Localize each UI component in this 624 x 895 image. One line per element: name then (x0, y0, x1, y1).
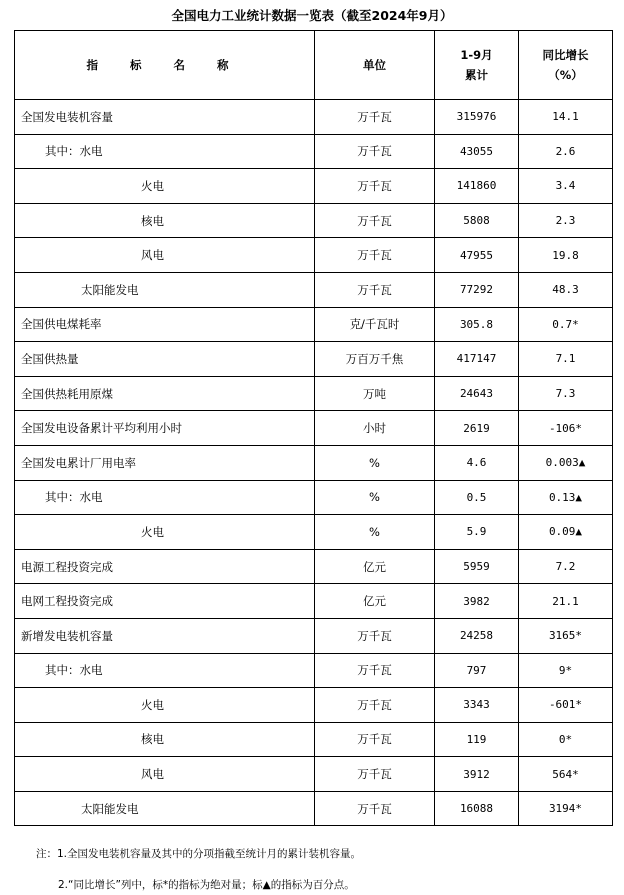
row-unit: 万千瓦 (315, 272, 435, 307)
row-unit: 克/千瓦时 (315, 307, 435, 342)
row-name: 核电 (15, 203, 315, 238)
row-value: 16088 (435, 791, 519, 826)
table-row (15, 203, 613, 238)
row-name: 全国供电煤耗率 (15, 307, 315, 342)
row-growth: -601* (519, 688, 613, 723)
row-growth: 14.1 (519, 100, 613, 135)
table-row (15, 376, 613, 411)
table-row (15, 688, 613, 723)
row-name: 其中：水电 (15, 653, 315, 688)
header-period (435, 31, 519, 100)
row-unit: 万千瓦 (315, 757, 435, 792)
row-growth: 2.6 (519, 134, 613, 169)
row-growth: 0.7* (519, 307, 613, 342)
page-title: 全国电力工业统计数据一览表（截至2024年9月） (171, 8, 453, 23)
table-row (15, 722, 613, 757)
row-value: 0.5 (435, 480, 519, 515)
header-indicator: 指 标 名 称 (15, 31, 315, 100)
row-name: 太阳能发电 (15, 791, 315, 826)
table-row (15, 238, 613, 273)
row-name: 电网工程投资完成 (15, 584, 315, 619)
row-value: 3982 (435, 584, 519, 619)
row-name: 火电 (15, 515, 315, 550)
row-value: 5808 (435, 203, 519, 238)
row-name: 全国供热耗用原煤 (15, 376, 315, 411)
row-unit: 万千瓦 (315, 791, 435, 826)
row-value: 4.6 (435, 445, 519, 480)
header-unit: 单位 (315, 31, 435, 100)
header-growth-line2: （%） (548, 68, 583, 82)
note-1: 注：1.全国发电装机容量及其中的分项指截至统计月的累计装机容量。 (36, 848, 362, 860)
row-value: 77292 (435, 272, 519, 307)
header-growth (519, 31, 613, 100)
row-unit: 小时 (315, 411, 435, 446)
table-row (15, 584, 613, 619)
row-unit: 亿元 (315, 584, 435, 619)
row-growth: 0.13▲ (519, 480, 613, 515)
row-unit: 万千瓦 (315, 238, 435, 273)
table-row (15, 445, 613, 480)
row-name: 全国发电设备累计平均利用小时 (15, 411, 315, 446)
row-growth: 7.3 (519, 376, 613, 411)
row-growth: 3165* (519, 618, 613, 653)
table-row (15, 480, 613, 515)
row-name: 其中：水电 (15, 134, 315, 169)
row-unit: 万吨 (315, 376, 435, 411)
row-unit: % (315, 445, 435, 480)
row-growth: 0.003▲ (519, 445, 613, 480)
row-name: 风电 (15, 757, 315, 792)
row-growth: 21.1 (519, 584, 613, 619)
table-row (15, 653, 613, 688)
row-name: 全国供热量 (15, 342, 315, 377)
row-unit: % (315, 480, 435, 515)
row-unit: 万百万千焦 (315, 342, 435, 377)
row-name: 核电 (15, 722, 315, 757)
row-name: 全国发电装机容量 (15, 100, 315, 135)
row-value: 141860 (435, 169, 519, 204)
row-growth: 0* (519, 722, 613, 757)
row-growth: 9* (519, 653, 613, 688)
row-name: 全国发电累计厂用电率 (15, 445, 315, 480)
row-value: 797 (435, 653, 519, 688)
row-unit: 万千瓦 (315, 134, 435, 169)
row-value: 47955 (435, 238, 519, 273)
row-unit: 万千瓦 (315, 688, 435, 723)
header-period-line1: 1-9月 (460, 48, 493, 62)
row-unit: % (315, 515, 435, 550)
row-unit: 万千瓦 (315, 722, 435, 757)
row-name: 太阳能发电 (15, 272, 315, 307)
row-value: 5.9 (435, 515, 519, 550)
row-name: 火电 (15, 169, 315, 204)
row-value: 5959 (435, 549, 519, 584)
header-period-line2: 累计 (465, 68, 488, 82)
row-value: 119 (435, 722, 519, 757)
table-row (15, 169, 613, 204)
row-value: 3912 (435, 757, 519, 792)
row-name: 其中：水电 (15, 480, 315, 515)
table-row (15, 791, 613, 826)
row-growth: 19.8 (519, 238, 613, 273)
row-name: 新增发电装机容量 (15, 618, 315, 653)
row-value: 24258 (435, 618, 519, 653)
row-value: 43055 (435, 134, 519, 169)
row-growth: 2.3 (519, 203, 613, 238)
table-row (15, 272, 613, 307)
table-row (15, 411, 613, 446)
row-growth: 3194* (519, 791, 613, 826)
row-value: 417147 (435, 342, 519, 377)
row-growth: 564* (519, 757, 613, 792)
table-row (15, 100, 613, 135)
row-unit: 万千瓦 (315, 203, 435, 238)
row-name: 火电 (15, 688, 315, 723)
row-growth: 7.2 (519, 549, 613, 584)
table-row (15, 342, 613, 377)
row-growth: 48.3 (519, 272, 613, 307)
row-name: 风电 (15, 238, 315, 273)
table-row (15, 307, 613, 342)
row-unit: 万千瓦 (315, 618, 435, 653)
row-value: 305.8 (435, 307, 519, 342)
row-unit: 万千瓦 (315, 169, 435, 204)
header-growth-line1: 同比增长 (542, 48, 589, 62)
statistics-table (14, 30, 613, 826)
row-value: 3343 (435, 688, 519, 723)
row-growth: -106* (519, 411, 613, 446)
row-growth: 7.1 (519, 342, 613, 377)
table-row (15, 515, 613, 550)
table-header-row (15, 31, 613, 100)
table-row (15, 757, 613, 792)
row-name: 电源工程投资完成 (15, 549, 315, 584)
table-row (15, 618, 613, 653)
row-unit: 亿元 (315, 549, 435, 584)
table-row (15, 549, 613, 584)
row-value: 315976 (435, 100, 519, 135)
row-growth: 3.4 (519, 169, 613, 204)
row-value: 2619 (435, 411, 519, 446)
row-unit: 万千瓦 (315, 100, 435, 135)
note-2: 2.“同比增长”列中，标*的指标为绝对量；标▲的指标为百分点。 (58, 879, 355, 891)
row-unit: 万千瓦 (315, 653, 435, 688)
table-row (15, 134, 613, 169)
row-value: 24643 (435, 376, 519, 411)
row-growth: 0.09▲ (519, 515, 613, 550)
